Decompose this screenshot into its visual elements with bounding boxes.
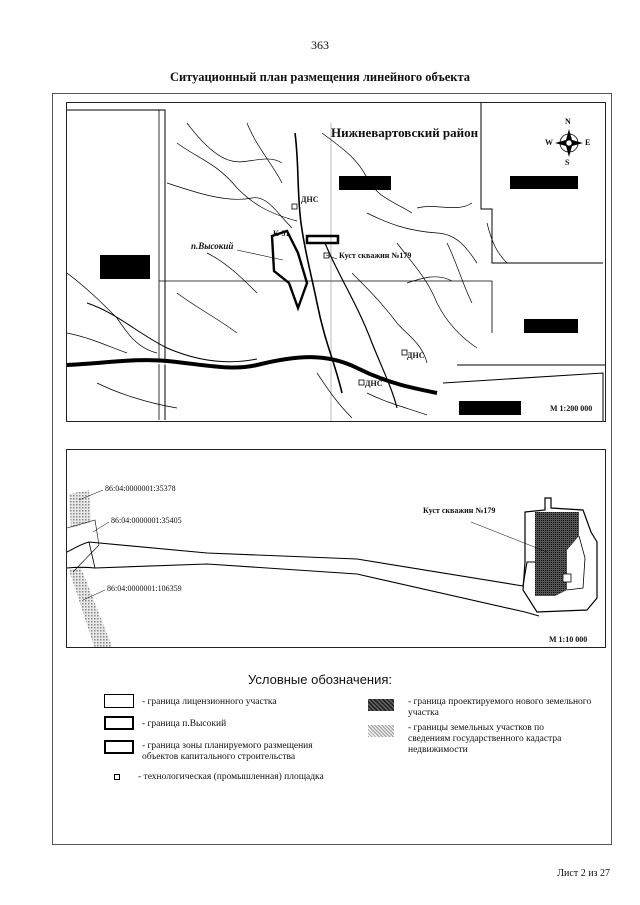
redaction-block <box>339 176 391 190</box>
settlement-boundary-swatch <box>104 716 134 730</box>
legend-item: - граница лицензионного участка <box>142 697 277 707</box>
parcel-label: 86:04:0000001:106359 <box>107 584 182 593</box>
parcel-label: 86:04:0000001:35405 <box>111 516 182 525</box>
license-boundary-swatch <box>104 694 134 708</box>
scale-label: М 1:200 000 <box>550 404 593 413</box>
parcel-label: 86:04:0000001:35378 <box>105 484 176 493</box>
page-number: 363 <box>311 38 329 52</box>
planned-corridor <box>67 542 537 586</box>
page-title: Ситуационный план размещения линейного объекта <box>169 70 471 84</box>
legend-item: - границы земельных участков по сведениям государственного кадастра недвижимости <box>408 723 562 755</box>
industrial-site <box>359 380 364 385</box>
compass-n: N <box>565 117 571 126</box>
compass-w: W <box>545 138 553 147</box>
well-cluster-label: Куст скважин №179 <box>339 251 412 260</box>
dns-label: ДНС <box>301 195 319 204</box>
district-label: Нижневартовский район <box>331 125 479 140</box>
scale-label: М 1:10 000 <box>549 635 588 644</box>
compass-s: S <box>565 158 570 167</box>
new-land-plot <box>535 512 579 596</box>
dns-label: ДНС <box>407 351 425 360</box>
industrial-site-swatch <box>114 774 120 780</box>
dns-label: ДНС <box>365 379 383 388</box>
legend-item: - граница зоны планируемого размещения объектов капитального строительства <box>142 741 313 762</box>
new-land-plot-swatch <box>368 699 394 711</box>
settlement-boundary <box>272 231 307 308</box>
well-cluster-label: Куст скважин №179 <box>423 506 496 515</box>
compass-e: E <box>585 138 591 147</box>
k31-label: К-31 <box>273 229 290 238</box>
redaction-block <box>459 401 521 415</box>
settlement-leader <box>237 250 283 260</box>
redaction-block <box>524 319 578 333</box>
legend-item: - граница проектируемого нового земельного участка <box>408 697 592 718</box>
compass-rose <box>555 129 583 157</box>
overview-map-graphics <box>67 103 606 422</box>
cadastral-parcel <box>69 568 113 648</box>
overview-map <box>66 102 606 422</box>
legend-item: - технологическая (промышленная) площадка <box>138 772 324 782</box>
planned-zone-swatch <box>104 740 134 754</box>
industrial-site <box>563 574 571 582</box>
detail-map-graphics <box>67 450 606 648</box>
planned-corridor <box>89 542 95 568</box>
legend-item: - граница п.Высокий <box>142 719 227 729</box>
redaction-block <box>510 176 578 189</box>
settlement-label: п.Высокий <box>191 241 234 251</box>
redaction-block <box>100 255 150 279</box>
detail-map <box>66 449 606 648</box>
planned-corridor <box>307 236 338 243</box>
cadastral-parcel-swatch <box>368 725 394 737</box>
road <box>87 303 257 362</box>
license-boundary <box>159 281 492 333</box>
legend-title: Условные обозначения: <box>247 672 393 687</box>
sheet-number: Лист 2 из 27 <box>557 868 610 879</box>
industrial-site <box>292 204 297 209</box>
